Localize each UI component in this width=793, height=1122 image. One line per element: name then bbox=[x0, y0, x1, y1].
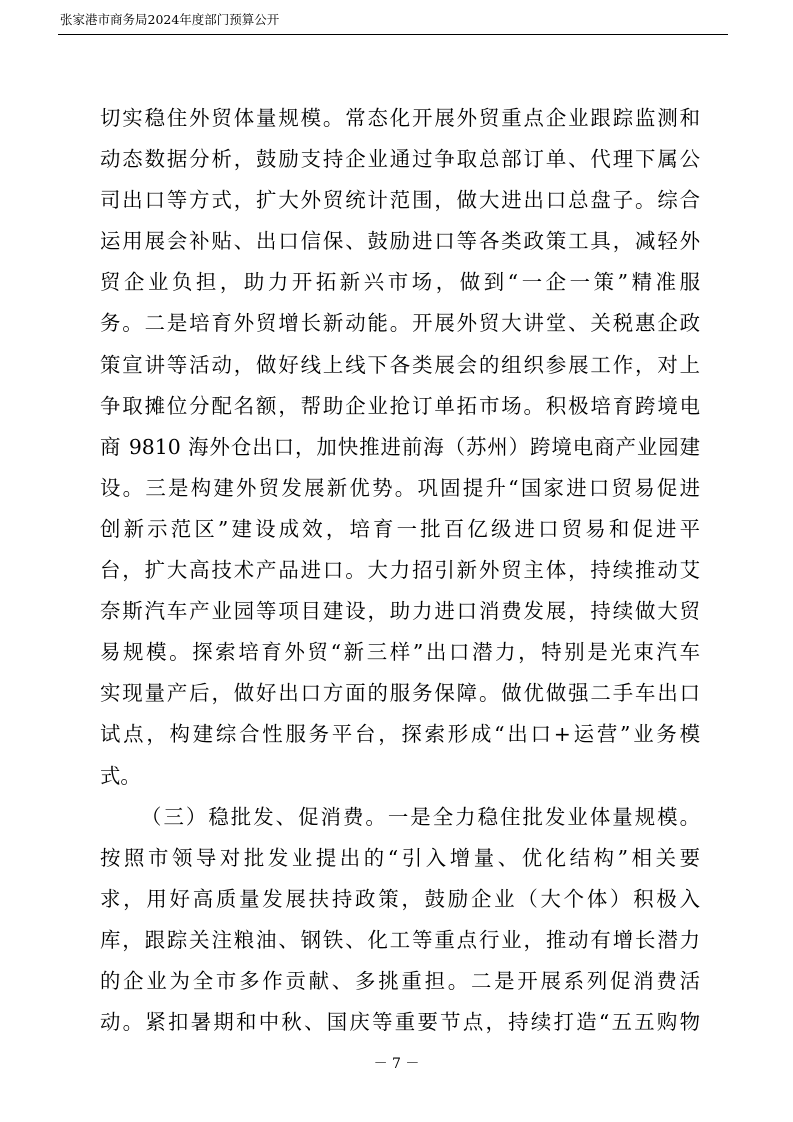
header-title: 张家港市商务局2024年度部门预算公开 bbox=[60, 12, 280, 27]
text-line: 商 9810 海外仓出口，加快推进前海（苏州）跨境电商产业园建 bbox=[100, 434, 700, 459]
text-line: 创新示范区”建设成效，培育一批百亿级进口贸易和促进平 bbox=[100, 516, 700, 541]
text-line: 实现量产后，做好出口方面的服务保障。做优做强二手车出口 bbox=[100, 681, 700, 706]
text-line: 试点，构建综合性服务平台，探索形成“出口+运营”业务模 bbox=[100, 722, 700, 747]
text-line: 按照市领导对批发业提出的“引入增量、优化结构”相关要 bbox=[100, 845, 700, 870]
paragraph bbox=[100, 797, 700, 1044]
text-line: 务。二是培育外贸增长新动能。开展外贸大讲堂、关税惠企政 bbox=[100, 311, 700, 336]
text-line: 台，扩大高技术产品进口。大力招引新外贸主体，持续推动艾 bbox=[100, 558, 700, 583]
body-text bbox=[100, 98, 700, 1043]
text-line: 运用展会补贴、出口信保、鼓励进口等各类政策工具，减轻外 bbox=[100, 229, 700, 254]
page-header bbox=[58, 8, 728, 35]
text-line: 求，用好高质量发展扶持政策，鼓励企业（大个体）积极入 bbox=[100, 886, 700, 911]
text-line: 易规模。探索培育外贸“新三样”出口潜力，特别是光束汽车 bbox=[100, 640, 700, 665]
text-line: 奈斯汽车产业园等项目建设，助力进口消费发展，持续做大贸 bbox=[100, 599, 700, 624]
text-line: 动态数据分析，鼓励支持企业通过争取总部订单、代理下属公 bbox=[100, 147, 700, 172]
page-number: － 7 － bbox=[373, 1056, 420, 1072]
paragraph bbox=[100, 98, 700, 797]
text-line: 切实稳住外贸体量规模。常态化开展外贸重点企业跟踪监测和 bbox=[100, 106, 700, 130]
text-line: 设。三是构建外贸发展新优势。巩固提升“国家进口贸易促进 bbox=[100, 475, 700, 500]
text-line: 的企业为全市多作贡献、多挑重担。二是开展系列促消费活 bbox=[100, 968, 700, 993]
text-line: 司出口等方式，扩大外贸统计范围，做大进出口总盘子。综合 bbox=[100, 188, 700, 213]
text-line: 库，跟踪关注粮油、钢铁、化工等重点行业，推动有增长潜力 bbox=[100, 927, 700, 952]
text-line: 策宣讲等活动，做好线上线下各类展会的组织参展工作，对上 bbox=[100, 352, 700, 377]
text-line: 动。紧扣暑期和中秋、国庆等重要节点，持续打造“五五购物 bbox=[100, 1010, 700, 1035]
text-line: （三）稳批发、促消费。一是全力稳住批发业体量规模。 bbox=[141, 804, 700, 829]
text-line: 贸企业负担，助力开拓新兴市场，做到“一企一策”精准服 bbox=[100, 270, 700, 295]
text-line: 争取摊位分配名额，帮助企业抢订单拓市场。积极培育跨境电 bbox=[100, 393, 700, 418]
text-line: 式。 bbox=[100, 763, 141, 788]
